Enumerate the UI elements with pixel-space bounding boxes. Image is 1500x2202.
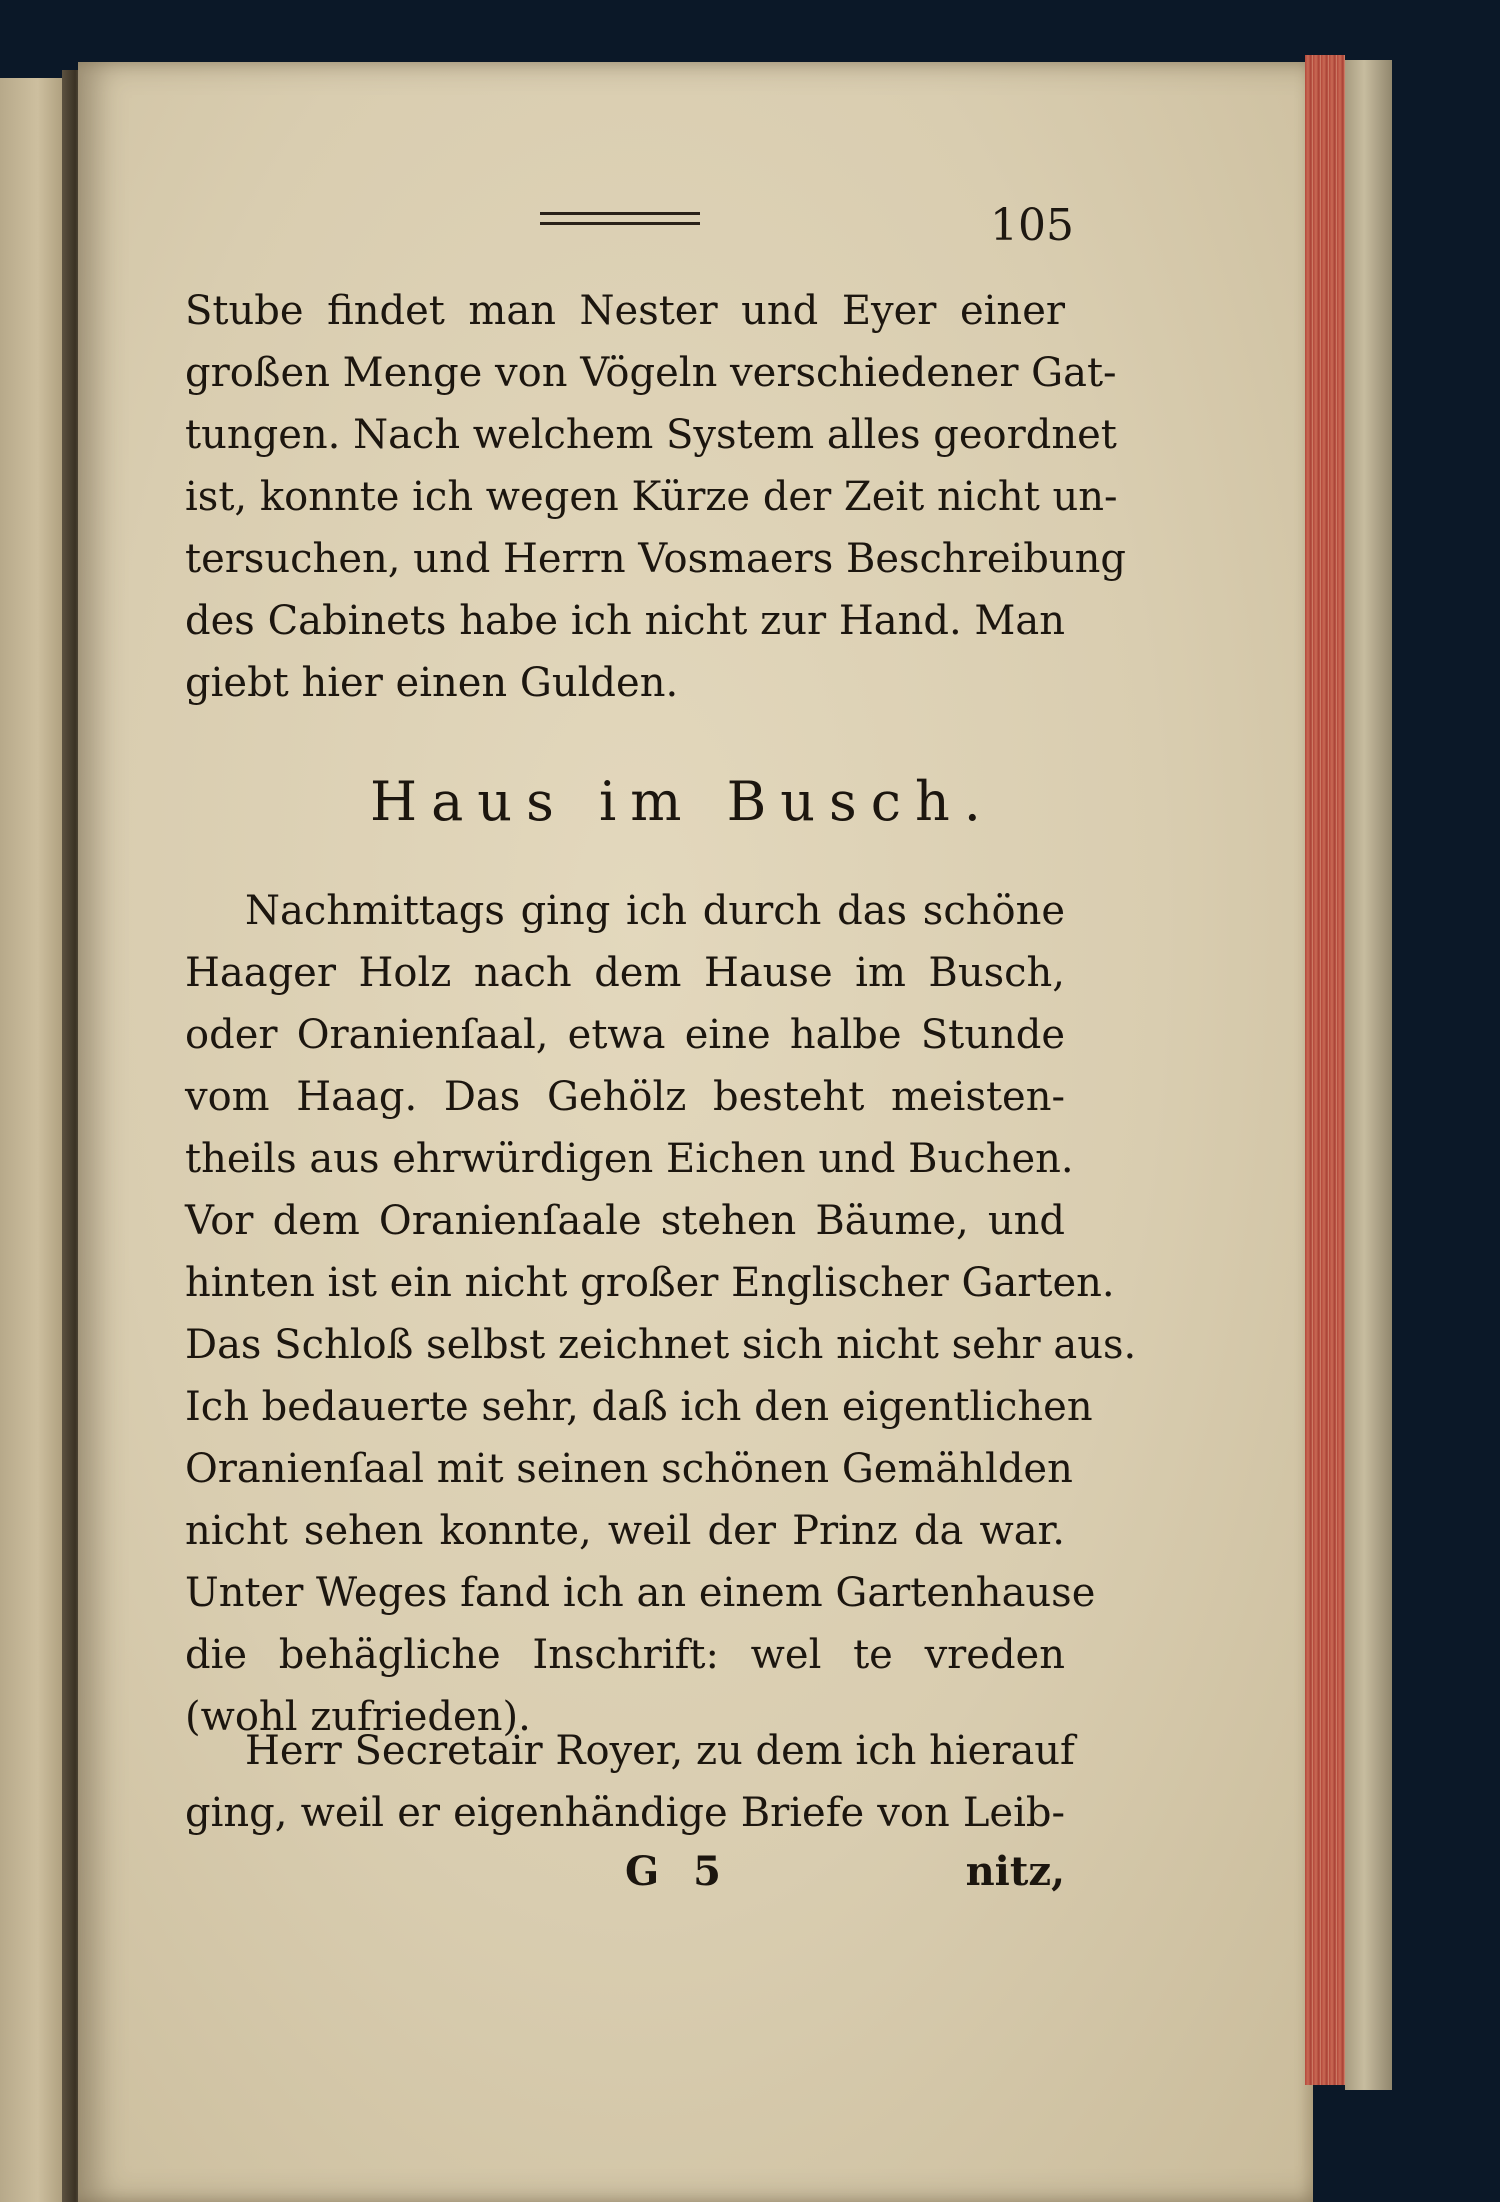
paragraph-1 — [185, 280, 1127, 714]
text-line: Herr Secretair Royer, zu dem ich hierauf — [245, 1728, 1075, 1774]
catchword: nitz, — [965, 1848, 1065, 1895]
text-line: die behägliche Inschrift: wel te vreden — [185, 1632, 1065, 1678]
previous-page-edge — [0, 78, 68, 2202]
text-line: Haager Holz nach dem Hause im Busch, — [185, 950, 1065, 996]
header-rule-bottom — [540, 222, 700, 225]
text-line: tungen. Nach welchem System alles geordnet — [185, 412, 1117, 458]
text-line: Ich bedauerte sehr, daß ich den eigentlichen — [185, 1384, 1093, 1430]
text-line: Unter Weges fand ich an einem Gartenhause — [185, 1570, 1096, 1616]
page-footer — [185, 1848, 1065, 1910]
text-line: Oranienſaal mit seinen schönen Gemählden — [185, 1446, 1073, 1492]
text-line: großen Menge von Vögeln verschiedener Gat- — [185, 350, 1117, 396]
text-line: hinten ist ein nicht großer Englischer Garten. — [185, 1260, 1115, 1306]
text-line: Nachmittags ging ich durch das schöne — [245, 888, 1065, 934]
paragraph-3 — [185, 1720, 1075, 1844]
text-line: vom Haag. Das Gehölz besteht meisten- — [185, 1074, 1065, 1120]
red-page-edges — [1305, 55, 1345, 2085]
text-line: ging, weil er eigenhändige Briefe von Leib- — [185, 1790, 1065, 1836]
text-line: Vor dem Oranienſaale stehen Bäume, und — [185, 1198, 1065, 1244]
signature-mark: G 5 — [625, 1848, 731, 1895]
header-rule-top — [540, 212, 700, 215]
text-line: ist, konnte ich wegen Kürze der Zeit nicht un- — [185, 474, 1118, 520]
page-number: 105 — [990, 200, 1074, 251]
text-line: Stube findet man Nester und Eyer einer — [185, 288, 1065, 334]
page-block-edge — [1345, 60, 1393, 2090]
section-heading: Haus im Busch. — [370, 770, 995, 833]
text-line: oder Oranienſaal, etwa eine halbe Stunde — [185, 1012, 1065, 1058]
text-line: tersuchen, und Herrn Vosmaers Beschreibung — [185, 536, 1127, 582]
background-right — [1392, 40, 1500, 2202]
text-line: Das Schloß selbst zeichnet sich nicht sehr aus. — [185, 1322, 1137, 1368]
text-line: nicht sehen konnte, weil der Prinz da war. — [185, 1508, 1065, 1554]
paragraph-2 — [185, 880, 1137, 1748]
text-line: giebt hier einen Gulden. — [185, 660, 679, 706]
text-line: theils aus ehrwürdigen Eichen und Buchen. — [185, 1136, 1074, 1182]
text-line: (wohl zufrieden). — [185, 1694, 531, 1740]
text-line: des Cabinets habe ich nicht zur Hand. Man — [185, 598, 1065, 644]
